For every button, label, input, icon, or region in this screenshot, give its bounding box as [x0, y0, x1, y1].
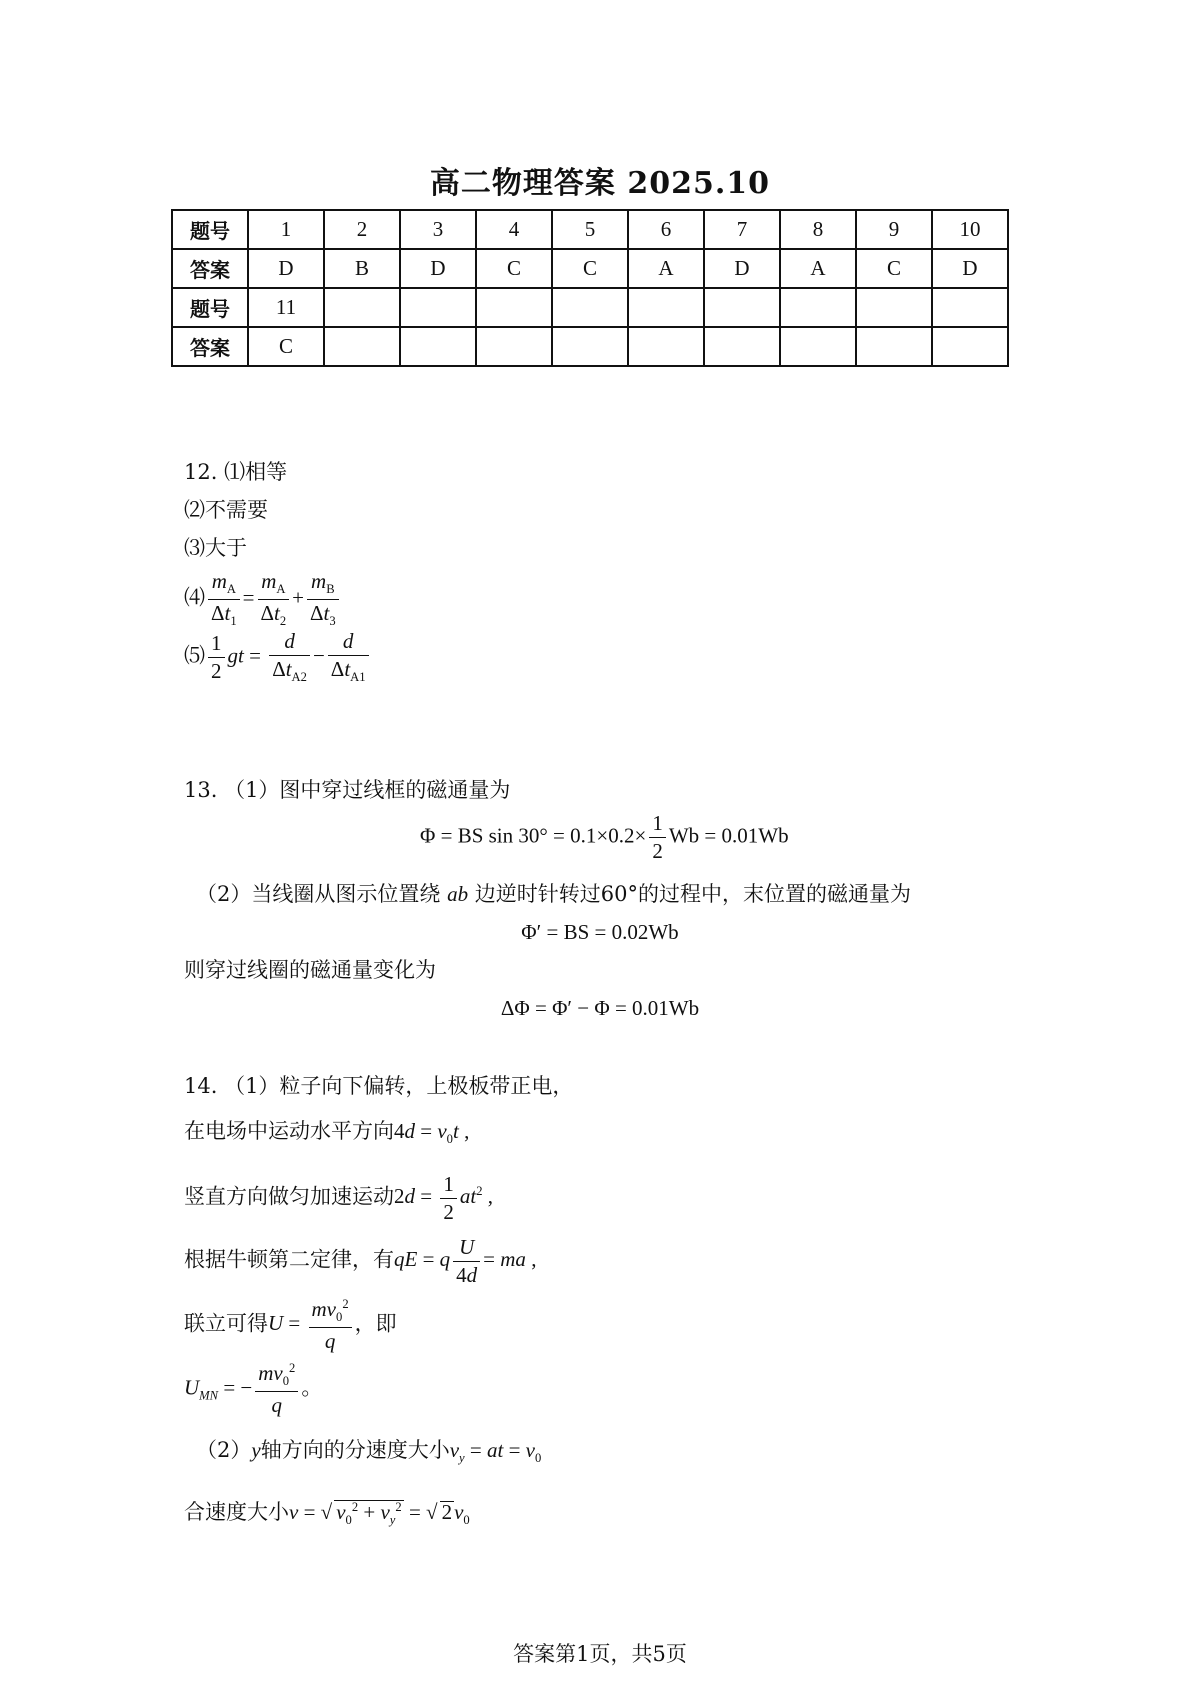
- table-cell: 11: [248, 288, 324, 327]
- table-cell: A: [628, 249, 704, 288]
- q13-eq-2: Φ′ = BS = 0.02Wb: [521, 920, 679, 944]
- q14-line-1: 14. （1）粒子向下偏转，上极板带正电，: [184, 1074, 574, 1098]
- table-cell: 10: [932, 210, 1008, 249]
- table-cell: C: [552, 249, 628, 288]
- table-row-label: 题号: [172, 288, 248, 327]
- q13-line-2-ab: ab: [447, 882, 469, 906]
- q13-line-1: 13. （1）图中穿过线框的磁通量为: [184, 778, 511, 802]
- table-row: [172, 327, 1008, 366]
- table-cell: 4: [476, 210, 552, 249]
- table-cell: 6: [628, 210, 704, 249]
- q13-line-2-c: 边逆时针转过60°的过程中，末位置的磁通量为: [474, 882, 911, 906]
- q14-line-8-text: 合速度大小: [184, 1500, 289, 1524]
- table-cell: 2: [324, 210, 400, 249]
- table-cell: D: [400, 249, 476, 288]
- answer-table: [171, 209, 1009, 367]
- table-cell: D: [932, 249, 1008, 288]
- table-row: [172, 249, 1008, 288]
- q14-line-5-tail: ，即: [354, 1311, 397, 1336]
- q14-line-3-text: 竖直方向做匀加速运动: [184, 1184, 394, 1209]
- table-cell: C: [856, 249, 932, 288]
- table-cell: 3: [400, 210, 476, 249]
- q13-eq-3: ΔΦ = Φ′ − Φ = 0.01Wb: [500, 996, 700, 1020]
- q14-line-6: $U_{MN}$ = − $\frac{mv_0^2}{q}$ 。: [184, 1361, 323, 1418]
- q14-line-8: 合速度大小v = √ $v_0^2 + v_y^2$ = √ $2v_0$: [184, 1500, 470, 1528]
- q14-line-5: 联立可得U = $\frac{mv_0^2}{q}$ ，即: [184, 1297, 397, 1354]
- q13-line-2-a: （2）当线圈从图示位置绕: [196, 882, 441, 906]
- table-row: [172, 288, 1008, 327]
- table-cell: 9: [856, 210, 932, 249]
- table-cell: [780, 288, 856, 327]
- table-cell: A: [780, 249, 856, 288]
- table-cell: [400, 288, 476, 327]
- table-cell: C: [476, 249, 552, 288]
- table-cell: [932, 327, 1008, 366]
- table-cell: D: [248, 249, 324, 288]
- table-row: [172, 210, 1008, 249]
- table-cell: 5: [552, 210, 628, 249]
- q12-line-4: ⑷ $\frac{m_A}{\Delta t_1}$ = $\frac{m_A}{\Delta t_2}$ + $\frac{m_B}{\Delta t_3}$: [184, 570, 342, 629]
- q14-line-7: （2）y轴方向的分速度大小$v_y$ = at = $v_0$: [196, 1438, 542, 1466]
- table-cell: B: [324, 249, 400, 288]
- q12-line-3: ⑶大于: [184, 536, 247, 560]
- q13-line-2: [196, 884, 911, 905]
- q13-eq-1: Φ = BS sin 30° = 0.1×0.2× $\frac{1}{2}$ Wb = 0.01Wb: [420, 811, 789, 864]
- q12-line-2: ⑵不需要: [184, 498, 268, 522]
- table-cell: [552, 288, 628, 327]
- table-cell: [856, 288, 932, 327]
- table-cell: [628, 288, 704, 327]
- table-cell: [400, 327, 476, 366]
- table-row-label: 题号: [172, 210, 248, 249]
- table-cell: [856, 327, 932, 366]
- table-cell: [476, 288, 552, 327]
- q13-eq-1-main: Φ = BS sin 30° = 0.1×0.2×: [420, 823, 647, 848]
- page-footer: 答案第1页，共5页: [513, 1642, 687, 1666]
- table-cell: [704, 288, 780, 327]
- table-cell: [324, 288, 400, 327]
- q12-line-5-label: ⑸: [184, 643, 205, 668]
- q14-line-2: 在电场中运动水平方向$4d = v_0t$ ,: [184, 1119, 470, 1147]
- q13-eq-1-tail: Wb = 0.01Wb: [668, 823, 789, 848]
- q14-line-4-text: 根据牛顿第二定律，有: [184, 1247, 394, 1272]
- table-cell: [476, 327, 552, 366]
- q14-line-3: 竖直方向做匀加速运动2d = $\frac{1}{2}$ $at^2$ ,: [184, 1172, 493, 1225]
- q14-line-7-a: （2）: [196, 1438, 252, 1462]
- table-cell: [628, 327, 704, 366]
- q14-line-4: 根据牛顿第二定律，有qE = q $\frac{U}{4d}$ = ma ,: [184, 1235, 537, 1288]
- table-cell: 1: [248, 210, 324, 249]
- table-cell: 8: [780, 210, 856, 249]
- q14-line-5-text: 联立可得: [184, 1311, 268, 1336]
- q14-line-2-text: 在电场中运动水平方向: [184, 1119, 394, 1143]
- q13-line-3: 则穿过线圈的磁通量变化为: [184, 958, 436, 982]
- table-cell: C: [248, 327, 324, 366]
- table-cell: 7: [704, 210, 780, 249]
- q14-line-7-b: 轴方向的分速度大小: [260, 1438, 450, 1462]
- table-cell: [704, 327, 780, 366]
- q12-line-5: ⑸ $\frac{1}{2}$ gt = $\frac{d}{\Delta t_{A2}}$ − $\frac{d}{\Delta t_{A1}}$: [184, 630, 372, 685]
- table-cell: D: [704, 249, 780, 288]
- q12-line-4-label: ⑷: [184, 585, 205, 610]
- page-title: 高二物理答案 2025.10: [429, 166, 771, 201]
- table-cell: [932, 288, 1008, 327]
- table-cell: [324, 327, 400, 366]
- table-cell: [552, 327, 628, 366]
- q12-line-1: 12. ⑴相等: [184, 460, 288, 484]
- table-row-label: 答案: [172, 327, 248, 366]
- table-row-label: 答案: [172, 249, 248, 288]
- table-cell: [780, 327, 856, 366]
